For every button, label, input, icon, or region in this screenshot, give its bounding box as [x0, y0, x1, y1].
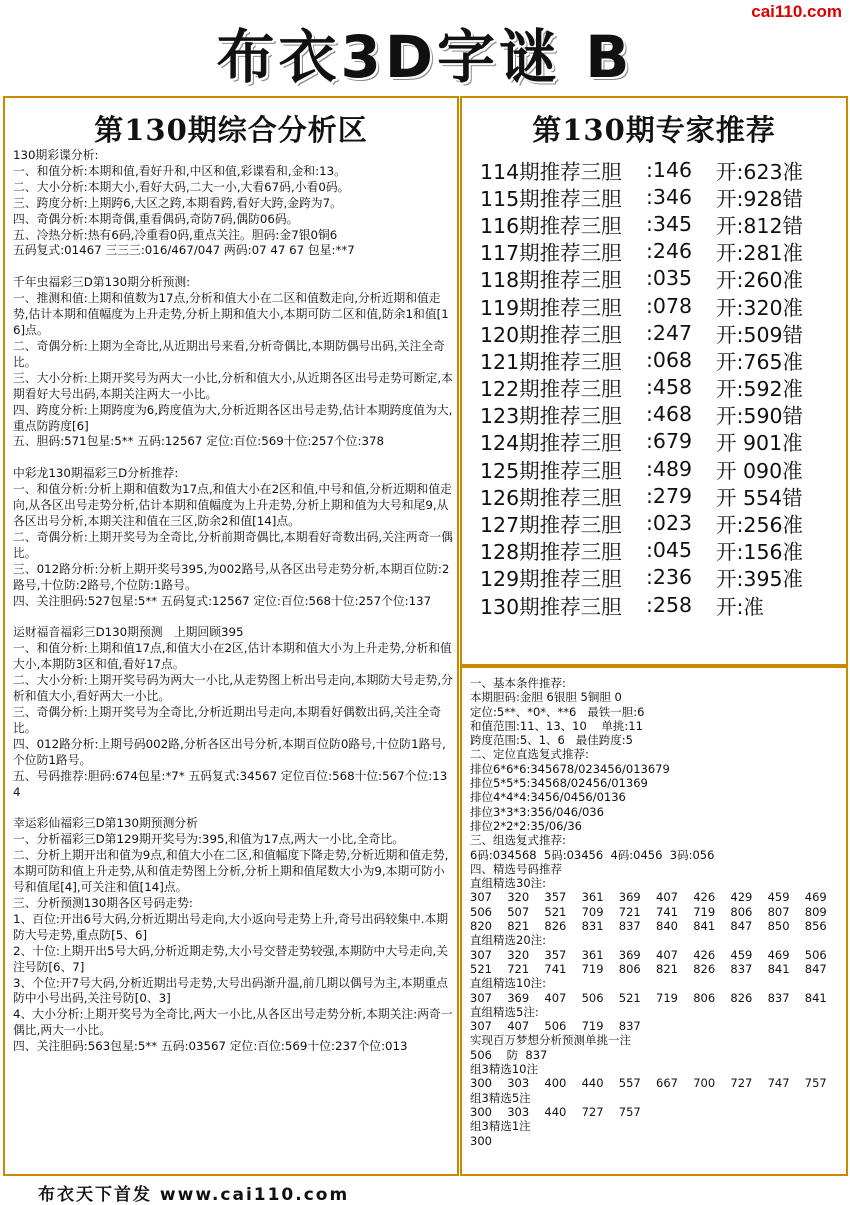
draw-result: 开:509错	[716, 322, 804, 347]
number-cell: 407	[507, 1019, 530, 1034]
pick-line: 排位3*3*3:356/046/036	[470, 804, 604, 819]
analysis-line: 3、个位:开7号大码,分析近期出号走势,大号出码渐升温,前几期以偶号为主,本期重点防中小号出码,关注号防[0、3]	[13, 975, 449, 1006]
pick-line: 6码:034568 5码:03456 4码:0456 3码:056	[470, 847, 715, 862]
number-grid	[470, 1105, 842, 1119]
number-cell: 841	[693, 919, 716, 934]
draw-result: 开:320准	[716, 295, 804, 320]
recommended-numbers: :247	[646, 320, 693, 345]
footer	[0, 1178, 850, 1205]
draw-result: 开 090准	[716, 458, 803, 483]
recommended-numbers: :489	[646, 456, 693, 481]
recommendation-row	[480, 591, 840, 618]
draw-result: 开:256准	[716, 513, 804, 538]
pick-panel	[460, 666, 848, 1176]
number-cell: 361	[581, 947, 604, 962]
number-cell: 369	[618, 947, 641, 962]
number-cell: 426	[693, 947, 716, 962]
analysis-line: 三、012路分析:分析上期开奖号395,为002路号,从各区出号走势分析,本期百位防:2路号,十位防:2路号,个位防:1路号。	[13, 561, 450, 592]
analysis-line: 二、奇偶分析:上期开奖号为全奇比,分析前期奇偶比,本期看好奇数出码,关注两奇一偶比。	[13, 529, 453, 560]
pick-line: 组3精选10注	[470, 1062, 538, 1077]
number-cell: 429	[730, 890, 753, 905]
number-cell: 719	[693, 904, 716, 919]
number-cell: 719	[656, 990, 678, 1005]
pick-line: 直组精选30注:	[470, 876, 547, 891]
number-cell: 841	[767, 961, 790, 976]
recommendation-row	[480, 265, 840, 292]
number-grid	[470, 1134, 842, 1148]
analysis-line: 三、跨度分析:上期跨6,大区之跨,本期看跨,看好大跨,金跨为7。	[13, 195, 342, 210]
recommendation-row	[480, 183, 840, 210]
pick-body	[470, 676, 842, 1148]
number-cell: 700	[693, 1076, 716, 1091]
number-cell: 506	[470, 904, 492, 919]
analysis-heading: 第130期综合分析区	[94, 113, 368, 147]
number-cell: 440	[581, 1076, 604, 1091]
analysis-section	[13, 275, 453, 450]
draw-result: 开 901准	[716, 431, 803, 456]
number-cell: 506	[581, 990, 604, 1005]
section-title: 运财福音福彩三D130期预测 上期回顾395	[13, 625, 244, 640]
section-title: 幸运彩仙福彩三D第130期预测分析	[13, 816, 198, 831]
draw-result: 开:281准	[716, 241, 804, 266]
number-cell: 303	[507, 1104, 530, 1119]
recommended-numbers: :279	[646, 483, 693, 508]
recommended-numbers: :035	[646, 266, 693, 291]
analysis-line: 二、分析上期开出和值为9点,和值大小在二区,和值幅度下降走势,分析近期和值走势,本期可防和值上升走势,从和值走势图上分析,分析上期和值尾数大小为9,本期可防小号和值尾[4],可关注和值[14]点。	[13, 848, 449, 895]
recommended-numbers: :078	[646, 293, 693, 318]
number-cell: 721	[507, 961, 530, 976]
recommendation-row	[480, 509, 840, 536]
recommendation-row	[480, 428, 840, 455]
recommendation-row	[480, 346, 840, 373]
number-cell: 837	[730, 961, 753, 976]
analysis-section	[13, 466, 453, 609]
pick-line: 三、组选复式推荐:	[470, 833, 566, 848]
analysis-line: 四、012路分析:上期号码002路,分析各区出号分析,本期百位防0路号,十位防1路号,个位防1路号。	[13, 736, 446, 767]
analysis-line: 四、关注胆码:527包星:5** 五码复式:12567 定位:百位:568十位:257个位:137	[13, 593, 432, 608]
number-cell: 320	[507, 947, 530, 962]
number-cell: 521	[544, 904, 567, 919]
number-cell: 847	[730, 919, 753, 934]
expert-panel	[460, 96, 848, 666]
period-label: 129期推荐三胆	[480, 567, 622, 592]
number-cell: 521	[470, 961, 492, 976]
number-cell: 837	[618, 1019, 641, 1034]
number-cell: 820	[470, 919, 492, 934]
number-cell: 757	[804, 1076, 827, 1091]
number-cell: 357	[544, 890, 567, 905]
recommendation-row	[480, 156, 840, 183]
number-cell: 521	[618, 990, 641, 1005]
analysis-line: 五码复式:01467 三三三:016/467/047 两码:07 47 67 包星:**7	[13, 243, 355, 258]
analysis-line: 四、跨度分析:上期跨度为6,跨度值为大,分析近期各区出号走势,估计本期跨度值为大,重点防跨度[6]	[13, 402, 453, 433]
number-cell: 361	[581, 890, 604, 905]
recommendation-row	[480, 401, 840, 428]
recommended-numbers: :468	[646, 402, 693, 427]
number-cell: 826	[730, 990, 753, 1005]
pick-label: 直组精选5注:	[470, 1004, 539, 1019]
header	[0, 0, 850, 96]
number-cell: 807	[767, 904, 790, 919]
number-cell: 719	[581, 1019, 604, 1034]
number-cell: 469	[767, 947, 790, 962]
period-label: 122期推荐三胆	[480, 377, 622, 402]
analysis-line: 三、分析预测130期各区号码走势:	[13, 895, 193, 910]
period-label: 116期推荐三胆	[480, 213, 622, 238]
number-cell: 357	[544, 947, 567, 962]
pick-line: 定位:5**、*0*、**6 最铁一胆:6	[470, 704, 645, 719]
draw-result: 开:156准	[716, 540, 804, 565]
number-grid	[470, 948, 842, 977]
number-cell: 806	[618, 961, 641, 976]
number-cell: 727	[730, 1076, 753, 1091]
recommendation-row	[480, 482, 840, 509]
period-label: 114期推荐三胆	[480, 159, 622, 184]
number-cell: 400	[544, 1076, 567, 1091]
pick-line: 本期胆码:金胆 6银胆 5铜胆 0	[470, 690, 622, 705]
draw-result: 开:395准	[716, 567, 804, 592]
period-label: 127期推荐三胆	[480, 513, 622, 538]
pick-line: 一、基本条件推荐:	[470, 676, 566, 690]
period-label: 128期推荐三胆	[480, 540, 622, 565]
analysis-line: 一、分析福彩三D第129期开奖号为:395,和值为17点,两大一小比,全奇比。	[13, 832, 405, 847]
number-cell: 850	[767, 919, 790, 934]
analysis-line: 2、十位:上期开出5号大码,分析近期走势,大小号交替走势较强,本期防中大号走向,关注号防[6、7]	[13, 943, 449, 974]
draw-result: 开:812错	[716, 213, 804, 238]
recommendation-row	[480, 292, 840, 319]
number-cell: 837	[767, 990, 790, 1005]
number-cell: 727	[581, 1104, 604, 1119]
analysis-line: 四、奇偶分析:本期奇偶,重看偶码,奇防7码,偶防06码。	[13, 211, 299, 226]
pick-line: 排位6*6*6:345678/023456/013679	[470, 761, 670, 776]
number-cell: 809	[804, 904, 827, 919]
period-label: 123期推荐三胆	[480, 404, 622, 429]
number-cell: 506	[804, 947, 827, 962]
period-label: 121期推荐三胆	[480, 349, 622, 374]
analysis-line: 五、冷热分析:热有6码,冷重看0码,重点关注。胆码:金7银0铜6	[13, 227, 338, 242]
recommended-numbers: :068	[646, 347, 693, 372]
analysis-line: 一、和值分析:上期和值17点,和值大小在2区,估计本期和值大小为上升走势,分析和值大小,本期防3区和值,看好17点。	[13, 641, 452, 672]
period-label: 120期推荐三胆	[480, 322, 622, 347]
recommended-numbers: :679	[646, 429, 693, 454]
recommended-numbers: :346	[646, 184, 693, 209]
number-cell: 719	[581, 961, 604, 976]
recommendation-row	[480, 319, 840, 346]
period-label: 119期推荐三胆	[480, 295, 622, 320]
number-cell: 821	[656, 961, 678, 976]
pick-line: 实现百万梦想分析预测单挑一注	[470, 1033, 631, 1048]
analysis-section	[13, 148, 453, 259]
number-cell: 709	[581, 904, 604, 919]
pick-line: 506 防 837	[470, 1047, 548, 1062]
recommended-numbers: :246	[646, 239, 693, 264]
number-cell: 307	[470, 947, 492, 962]
pick-label: 直组精选20注:	[470, 933, 547, 948]
number-cell: 407	[544, 990, 567, 1005]
number-cell: 837	[618, 919, 641, 934]
period-label: 125期推荐三胆	[480, 458, 622, 483]
analysis-line: 三、奇偶分析:上期开奖号为全奇比,分析近期出号走向,本期看好偶数出码,关注全奇比。	[13, 705, 442, 735]
number-cell: 841	[804, 990, 827, 1005]
analysis-line: 二、大小分析:本期大小,看好大码,二大一小,大看67码,小看0码。	[13, 179, 350, 194]
analysis-line: 五、胆码:571包星:5** 五码:12567 定位:百位:569十位:257个位:378	[13, 434, 384, 449]
recommended-numbers: :023	[646, 511, 693, 536]
number-cell: 459	[730, 947, 753, 962]
number-cell: 747	[767, 1076, 790, 1091]
period-label: 115期推荐三胆	[480, 186, 622, 211]
number-cell: 407	[656, 947, 678, 962]
number-cell: 300	[470, 1133, 492, 1148]
expert-heading: 第130期专家推荐	[532, 113, 776, 147]
draw-result: 开:765准	[716, 349, 804, 374]
pick-line: 二、定位直选复式推荐:	[470, 747, 589, 762]
period-label: 126期推荐三胆	[480, 485, 622, 510]
number-grid	[470, 890, 842, 933]
recommendation-row	[480, 564, 840, 591]
pick-line: 和值范围:11、13、10 单挑:11	[470, 718, 643, 733]
page-title: 布衣3D字谜 B	[216, 23, 634, 91]
number-cell: 831	[581, 919, 604, 934]
number-cell: 507	[507, 904, 530, 919]
draw-result: 开 554错	[716, 485, 803, 510]
number-grid	[470, 1076, 842, 1090]
number-cell: 369	[618, 890, 641, 905]
analysis-section	[13, 816, 453, 1055]
number-cell: 440	[544, 1104, 567, 1119]
recommended-numbers: :236	[646, 565, 693, 590]
number-cell: 307	[470, 1019, 492, 1034]
analysis-line: 二、大小分析:上期开奖号码为两大一小比,从走势图上析出号走向,本期防大号走势,分析和值大小,看好两大一小比。	[13, 673, 453, 704]
recommended-numbers: :258	[646, 592, 693, 617]
pick-line: 排位5*5*5:34568/02456/01369	[470, 776, 648, 791]
number-grid	[470, 991, 842, 1005]
pick-line: 排位2*2*2:35/06/36	[470, 818, 582, 833]
number-cell: 557	[618, 1076, 641, 1091]
number-cell: 369	[507, 990, 530, 1005]
analysis-line: 一、推测和值:上期和值数为17点,分析和值大小在二区和值数走向,分析近期和值走势,估计本期和值幅度为上升走势,分析上期和值大小,本期可防二区和值,防余1和值[16]点。	[13, 291, 449, 338]
recommended-numbers: :345	[646, 211, 693, 236]
number-cell: 826	[693, 961, 716, 976]
recommendation-row	[480, 210, 840, 237]
pick-label: 组3精选1注	[470, 1119, 531, 1134]
section-title: 130期彩谍分析:	[13, 148, 99, 162]
recommended-numbers: :146	[646, 157, 693, 182]
number-cell: 741	[544, 961, 567, 976]
draw-result: 开:928错	[716, 186, 804, 211]
number-cell: 300	[470, 1104, 492, 1119]
draw-result: 开:623准	[716, 159, 804, 184]
analysis-body	[13, 148, 453, 1055]
recommendation-list	[480, 156, 840, 618]
number-cell: 307	[470, 990, 492, 1005]
pick-label: 直组精选10注:	[470, 976, 547, 991]
period-label: 117期推荐三胆	[480, 241, 622, 266]
section-title: 中彩龙130期福彩三D分析推荐:	[13, 466, 179, 481]
analysis-line: 一、和值分析:本期和值,看好升和,中区和值,彩谍看和,金和:13。	[13, 163, 346, 178]
site-logo[interactable]: cai110.com	[751, 2, 842, 21]
pick-label: 组3精选5注	[470, 1090, 531, 1105]
analysis-line: 四、关注胆码:563包星:5** 五码:03567 定位:百位:569十位:237个位:013	[13, 1039, 408, 1054]
analysis-line: 一、和值分析:分析上期和值数为17点,和值大小在2区和值,中号和值,分析近期和值走向,从各区出号走势分析,估计本期和值幅度为上升走势,分析上期和值为大号和尾9,从各区出号分析,本期关注和值在三区,防余2和值[14]点。	[13, 482, 452, 529]
draw-result: 开:592准	[716, 377, 804, 402]
analysis-panel	[3, 96, 459, 1176]
number-cell: 757	[618, 1104, 641, 1119]
analysis-line: 三、大小分析:上期开奖号为两大一小比,分析和值大小,从近期各区出号走势可断定,本期看好大号出码,本期关注两大一小比。	[13, 370, 453, 401]
recommendation-row	[480, 455, 840, 482]
footer-text[interactable]: 布衣天下首发 www.cai110.com	[38, 1185, 350, 1205]
number-cell: 826	[544, 919, 567, 934]
number-cell: 469	[804, 890, 827, 905]
recommended-numbers: :045	[646, 538, 693, 563]
number-cell: 806	[730, 904, 753, 919]
number-cell: 840	[656, 919, 678, 934]
number-cell: 307	[470, 890, 492, 905]
number-grid	[470, 1019, 842, 1033]
recommendation-row	[480, 374, 840, 401]
number-cell: 303	[507, 1076, 530, 1091]
number-cell: 320	[507, 890, 530, 905]
draw-result: 开:260准	[716, 268, 804, 293]
number-cell: 741	[656, 904, 678, 919]
number-cell: 506	[544, 1019, 567, 1034]
period-label: 118期推荐三胆	[480, 268, 622, 293]
period-label: 124期推荐三胆	[480, 431, 622, 456]
number-cell: 459	[767, 890, 790, 905]
analysis-line: 1、百位:开出6号大码,分析近期出号走向,大小返向号走势上升,奇号出码较集中.本期防大号走势,重点防[5、6]	[13, 911, 449, 942]
number-cell: 821	[507, 919, 530, 934]
analysis-line: 二、奇偶分析:上期为全奇比,从近期出号来看,分析奇偶比,本期防偶号出码,关注全奇比。	[13, 338, 445, 369]
number-cell: 847	[804, 961, 827, 976]
recommended-numbers: :458	[646, 375, 693, 400]
draw-result: 开:准	[716, 594, 764, 619]
number-cell: 407	[656, 890, 678, 905]
recommendation-row	[480, 238, 840, 265]
number-cell: 806	[693, 990, 716, 1005]
number-cell: 721	[618, 904, 641, 919]
analysis-section	[13, 625, 453, 800]
analysis-line: 五、号码推荐:胆码:674包星:*7* 五码复式:34567 定位百位:568十位:567个位:134	[13, 768, 448, 799]
analysis-line: 4、大小分析:上期开奖号为全奇比,两大一小比,从各区出号走势分析,本期关注:两奇一偶比,两大一小比。	[13, 1007, 453, 1038]
pick-line: 排位4*4*4:3456/0456/0136	[470, 790, 626, 805]
number-cell: 426	[693, 890, 716, 905]
number-cell: 300	[470, 1076, 492, 1091]
period-label: 130期推荐三胆	[480, 594, 622, 619]
recommendation-row	[480, 537, 840, 564]
number-cell: 856	[804, 919, 827, 934]
pick-line: 跨度范围:5、1、6 最佳跨度:5	[470, 733, 633, 748]
pick-line: 四、精选号码推荐	[470, 861, 562, 876]
draw-result: 开:590错	[716, 404, 804, 429]
number-cell: 667	[656, 1076, 678, 1091]
section-title: 千年虫福彩三D第130期分析预测:	[13, 275, 191, 290]
